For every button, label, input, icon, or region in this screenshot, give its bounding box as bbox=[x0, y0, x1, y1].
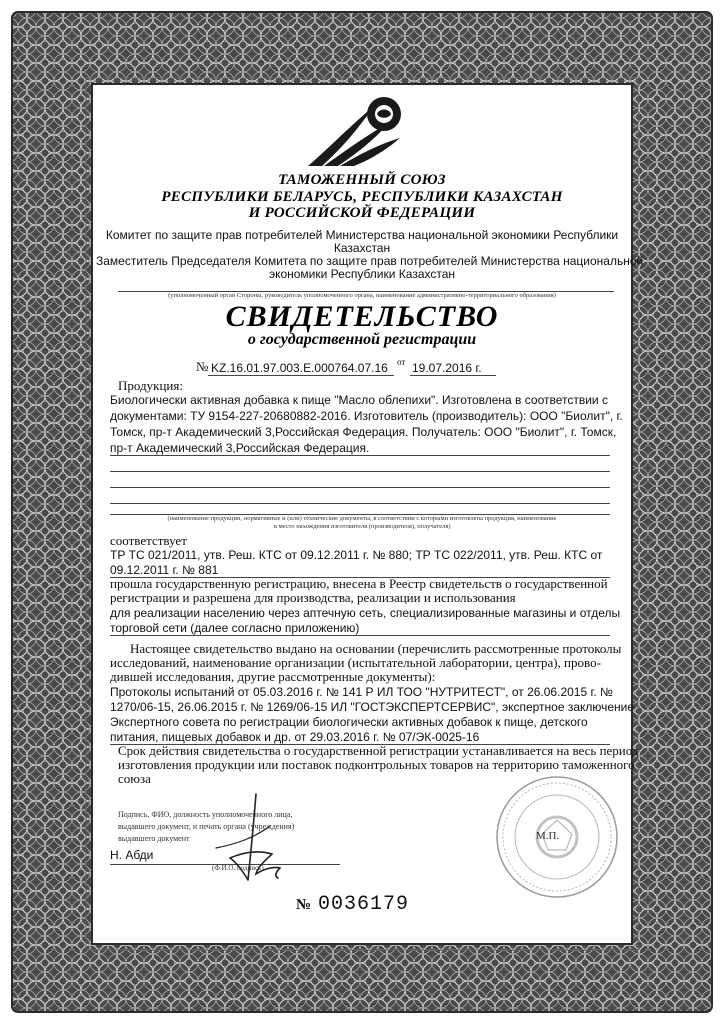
document-title: СВИДЕТЕЛЬСТВО bbox=[225, 300, 499, 333]
authority-line-2: Казахстан bbox=[333, 241, 391, 255]
product-caption-2: и место нахождения изготовителя (производителя), получателя) bbox=[273, 523, 451, 530]
date-prefix: от bbox=[397, 357, 406, 367]
header-line-2: РЕСПУБЛИКИ БЕЛАРУСЬ, РЕСПУБЛИКИ КАЗАХСТАН bbox=[161, 189, 563, 205]
document-subtitle: о государственной регистрации bbox=[247, 331, 477, 348]
product-line-1: Биологически активная добавка к пище "Масло облепихи". Изготовлена в соответствии с bbox=[110, 393, 608, 407]
compliance-line-1: ТР ТС 021/2011, утв. Реш. КТС от 09.12.2011 г. № 880; ТР ТС 022/2011, утв. Реш. КТС от bbox=[110, 548, 603, 562]
product-label: Продукция: bbox=[118, 378, 183, 393]
usage-line-1: для реализации населению через аптечную сеть, специализированные магазины и отделы bbox=[110, 606, 621, 620]
signer-name: Н. Абди bbox=[110, 848, 154, 862]
stamp-label: М.П. bbox=[536, 830, 560, 842]
registration-line-2: регистрации и разрешена для производства, реализации и использования bbox=[110, 590, 516, 605]
usage-line-2: торговой сети (далее согласно приложению) bbox=[110, 621, 360, 635]
basis-doc-2: 1270/06-15, 26.06.2015 г. № 1269/06-15 ИЛ "ГОСТЭКСПЕРТСЕРВИС", экспертное заключение bbox=[110, 700, 635, 714]
certificate-number: KZ.16.01.97.003.Е.000764.07.16 bbox=[211, 361, 388, 375]
signature-caption-3: выдавшего документ bbox=[118, 834, 190, 843]
signer-name-caption: (Ф.И.О. подпись) bbox=[212, 864, 264, 872]
signature-caption-2: выдавшего документ, и печать органа (учреждения) bbox=[118, 822, 295, 831]
certificate-date: 19.07.2016 г. bbox=[412, 361, 482, 375]
authority-line-1: Комитет по защите прав потребителей Министерства национальной экономики Республики bbox=[105, 228, 619, 242]
customs-union-emblem-icon bbox=[300, 92, 430, 172]
validity-line-3: союза bbox=[118, 771, 151, 786]
header-line-3: И РОССИЙСКОЙ ФЕДЕРАЦИИ bbox=[248, 205, 476, 221]
validity-line-2: изготовления продукции или поставок подконтрольных товаров на территорию таможенного bbox=[118, 757, 635, 772]
number-prefix: № bbox=[196, 359, 209, 374]
product-line-3: Томск, пр-т Академический 3,Российская Федерация. Получатель: ООО "Биолит", г. Томск, bbox=[110, 425, 617, 439]
handwritten-signature-icon bbox=[196, 788, 316, 888]
compliance-label: соответствует bbox=[110, 533, 187, 548]
registration-line-1: прошла государственную регистрацию, внесена в Реестр свидетельств о государственной bbox=[110, 576, 608, 591]
basis-line-3: дившей исследования, другие рассмотренные документы): bbox=[110, 669, 436, 684]
product-line-4: пр-т Академический 3,Российская Федерация. bbox=[110, 441, 370, 455]
authority-line-4: экономики Республики Казахстан bbox=[268, 267, 456, 281]
basis-line-1: Настоящее свидетельство выдано на основании (перечислить рассмотренные протоколы bbox=[130, 641, 622, 656]
compliance-line-2: 09.12.2011 г. № 881 bbox=[110, 563, 219, 577]
basis-line-2: исследований, наименование организации (испытательной лаборатории, центра), прово- bbox=[110, 655, 601, 670]
basis-doc-1: Протоколы испытаний от 05.03.2016 г. № 141 Р ИЛ ТОО "НУТРИТЕСТ", от 26.06.2015 г. № bbox=[110, 685, 613, 699]
authority-caption: (уполномоченный орган Стороны, руководитель уполномоченного органа, наименование административно-территориального образования) bbox=[168, 292, 556, 299]
signature-caption-1: Подпись, ФИО, должность уполномоченного лица, bbox=[118, 810, 293, 819]
product-line-2: документами: ТУ 9154-227-20680882-2016. Изготовитель (производитель): ООО "Биолит", г. bbox=[110, 409, 623, 423]
basis-doc-3: Экспертного совета по регистрации биологически активных добавок к пище, детского bbox=[110, 715, 588, 729]
basis-doc-4: питания, пищевых добавок и др. от 29.03.2016 г. № 07/ЭК-0025-16 bbox=[110, 730, 480, 744]
authority-line-3: Заместитель Председателя Комитета по защите прав потребителей Министерства национальной bbox=[96, 254, 644, 268]
validity-line-1: Срок действия свидетельства о государственной регистрации устанавливается на весь период bbox=[118, 743, 639, 758]
product-caption-1: (наименование продукции, нормативные и (или) технические документы, в соответствии с которыми изготовлена продукция, наименование bbox=[167, 515, 557, 522]
serial-number: 0036179 bbox=[318, 893, 410, 916]
serial-prefix: № bbox=[296, 897, 312, 913]
header-line-1: ТАМОЖЕННЫЙ СОЮЗ bbox=[278, 172, 446, 188]
